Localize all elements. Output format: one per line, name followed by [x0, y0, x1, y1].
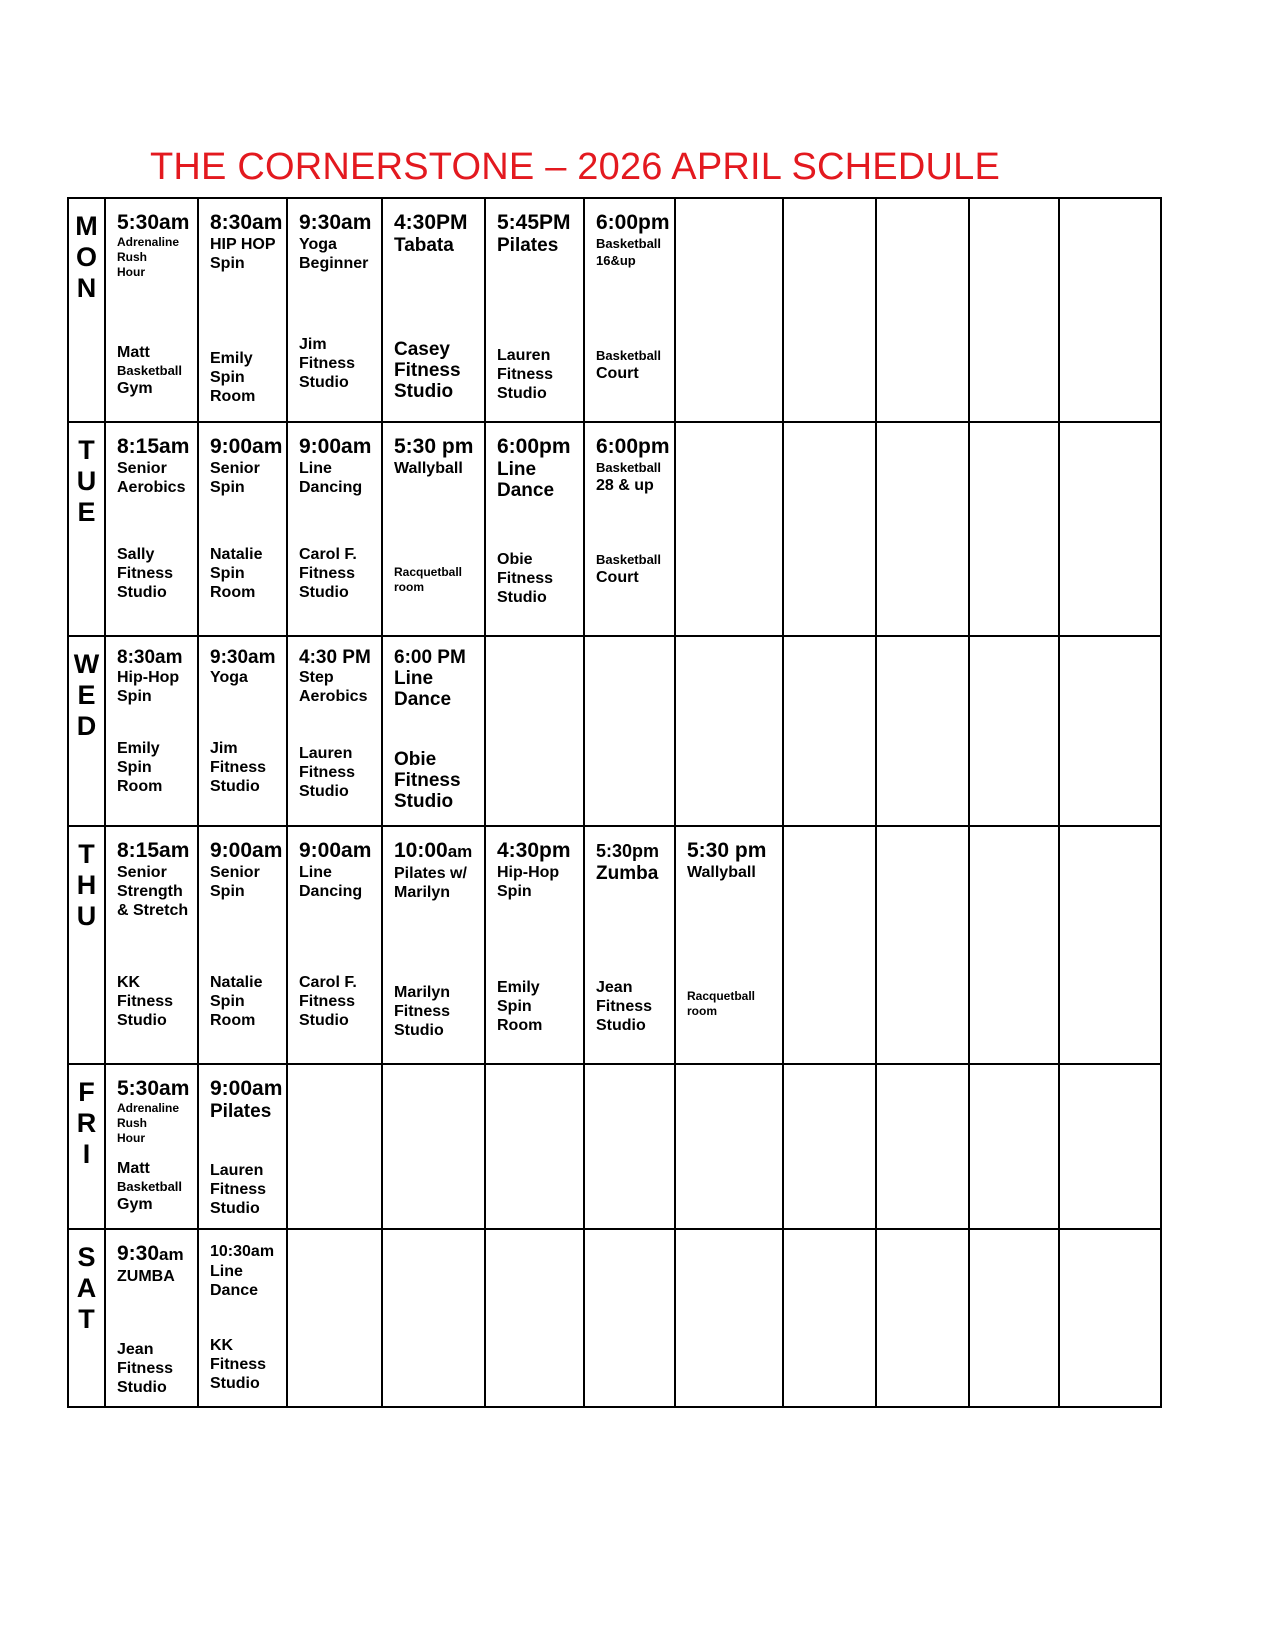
class-cell: 4:30 PM Step Aerobics Lauren Fitness Studio [287, 636, 382, 826]
empty-cell [969, 1229, 1059, 1407]
empty-cell [675, 1064, 783, 1229]
class-cell: 6:00pm Basketball 28 & up Basketball Court [584, 422, 675, 636]
empty-cell [584, 636, 675, 826]
empty-cell [675, 1229, 783, 1407]
class-cell: 5:30pm Zumba Jean Fitness Studio [584, 826, 675, 1064]
class-cell: 5:30am Adrenaline Rush Hour Matt Basketball Gym [105, 1064, 198, 1229]
day-row-sat [68, 1229, 1161, 1407]
empty-cell [485, 1064, 584, 1229]
class-cell: 9:30am Yoga Jim Fitness Studio [198, 636, 287, 826]
class-cell: 6:00pm Basketball 16&up Basketball Court [584, 198, 675, 422]
class-cell: 6:00 PM Line Dance Obie Fitness Studio [382, 636, 485, 826]
empty-cell [969, 1064, 1059, 1229]
empty-cell [783, 826, 876, 1064]
empty-cell [783, 198, 876, 422]
day-row-thu [68, 826, 1161, 1064]
class-cell: 4:30PM Tabata Casey Fitness Studio [382, 198, 485, 422]
empty-cell [783, 636, 876, 826]
class-cell: 9:00am Line Dancing Carol F. Fitness Studio [287, 422, 382, 636]
day-label-fri: F R I [68, 1064, 105, 1229]
class-cell: 9:30am Yoga Beginner Jim Fitness Studio [287, 198, 382, 422]
empty-cell [876, 1229, 969, 1407]
schedule-table [67, 197, 1162, 1408]
class-cell: 9:00am Pilates Lauren Fitness Studio [198, 1064, 287, 1229]
empty-cell [485, 636, 584, 826]
empty-cell [783, 1229, 876, 1407]
class-cell: 8:15am Senior Aerobics Sally Fitness Studio [105, 422, 198, 636]
empty-cell [675, 198, 783, 422]
empty-cell [783, 422, 876, 636]
class-cell: 9:00am Line Dancing Carol F. Fitness Studio [287, 826, 382, 1064]
empty-cell [876, 636, 969, 826]
class-cell: 9:00am Senior Spin Natalie Spin Room [198, 826, 287, 1064]
class-cell: 9:00am Senior Spin Natalie Spin Room [198, 422, 287, 636]
class-cell: 8:30am Hip-Hop Spin Emily Spin Room [105, 636, 198, 826]
class-cell: 6:00pm Line Dance Obie Fitness Studio [485, 422, 584, 636]
empty-cell [876, 198, 969, 422]
empty-cell [783, 1064, 876, 1229]
class-cell: 8:15am Senior Strength & Stretch KK Fitness Studio [105, 826, 198, 1064]
empty-cell [876, 826, 969, 1064]
empty-cell [584, 1229, 675, 1407]
empty-cell [485, 1229, 584, 1407]
empty-cell [287, 1064, 382, 1229]
day-label-wed: W E D [68, 636, 105, 826]
empty-cell [969, 198, 1059, 422]
empty-cell [1059, 826, 1161, 1064]
page-title: THE CORNERSTONE – 2026 APRIL SCHEDULE [150, 146, 1001, 188]
class-cell: 10:30am Line Dance KK Fitness Studio [198, 1229, 287, 1407]
empty-cell [382, 1229, 485, 1407]
empty-cell [287, 1229, 382, 1407]
empty-cell [675, 636, 783, 826]
class-cell: 8:30am HIP HOP Spin Emily Spin Room [198, 198, 287, 422]
empty-cell [675, 422, 783, 636]
day-row-mon [68, 198, 1161, 422]
day-row-tue [68, 422, 1161, 636]
class-cell: 10:00am Pilates w/ Marilyn Marilyn Fitness Studio [382, 826, 485, 1064]
empty-cell [876, 1064, 969, 1229]
day-row-wed [68, 636, 1161, 826]
empty-cell [1059, 422, 1161, 636]
empty-cell [1059, 1229, 1161, 1407]
day-row-fri [68, 1064, 1161, 1229]
day-label-tue: T U E [68, 422, 105, 636]
class-cell: 9:30am ZUMBA Jean Fitness Studio [105, 1229, 198, 1407]
empty-cell [1059, 636, 1161, 826]
empty-cell [382, 1064, 485, 1229]
empty-cell [969, 422, 1059, 636]
empty-cell [584, 1064, 675, 1229]
empty-cell [969, 826, 1059, 1064]
day-label-mon: M O N [68, 198, 105, 422]
class-cell: 5:30am Adrenaline Rush Hour Matt Basketball Gym [105, 198, 198, 422]
empty-cell [969, 636, 1059, 826]
empty-cell [876, 422, 969, 636]
day-label-thu: T H U [68, 826, 105, 1064]
empty-cell [1059, 1064, 1161, 1229]
class-cell: 5:30 pm Wallyball Racquetball room [382, 422, 485, 636]
class-cell: 5:30 pm Wallyball Racquetball room [675, 826, 783, 1064]
class-cell: 4:30pm Hip-Hop Spin Emily Spin Room [485, 826, 584, 1064]
day-label-sat: S A T [68, 1229, 105, 1407]
empty-cell [1059, 198, 1161, 422]
class-cell: 5:45PM Pilates Lauren Fitness Studio [485, 198, 584, 422]
